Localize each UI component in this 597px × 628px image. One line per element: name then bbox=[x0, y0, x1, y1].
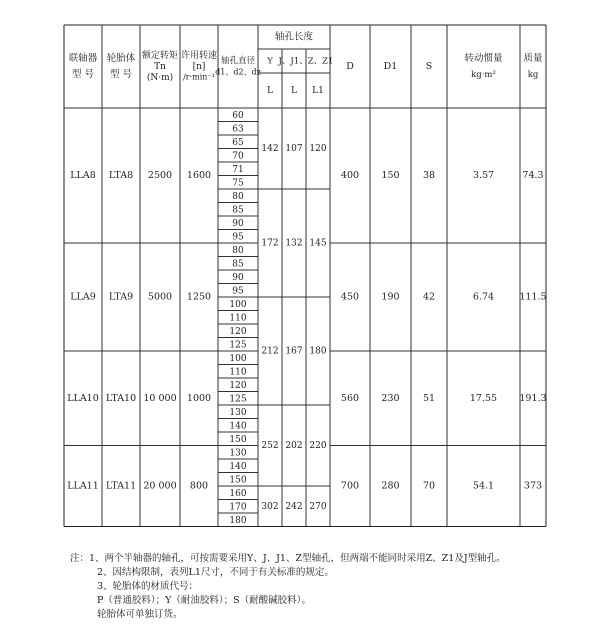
cell-diameter: 100 bbox=[229, 299, 247, 310]
cell-speed: 800 bbox=[189, 480, 209, 492]
cell-length-j: 202 bbox=[285, 441, 303, 451]
note-3: 3、轮胎体的材质代号： bbox=[97, 581, 199, 592]
cell-s: 38 bbox=[422, 170, 436, 181]
header-allowed-speed: [n] bbox=[192, 62, 206, 72]
cell-d: 450 bbox=[340, 291, 360, 303]
cell-diameter: 120 bbox=[229, 326, 247, 337]
cell-s: 51 bbox=[422, 392, 436, 404]
cell-length-j: 132 bbox=[285, 238, 303, 249]
header-mass: kg bbox=[527, 70, 539, 80]
cell-diameter: 125 bbox=[229, 340, 247, 351]
header-rated-torque: Tn bbox=[154, 62, 166, 72]
header-shaft-diameter: 轴孔直径 bbox=[220, 56, 256, 66]
cell-d1: 190 bbox=[381, 291, 400, 303]
header-d1: D1 bbox=[383, 61, 398, 72]
header-mass: 质量 bbox=[523, 53, 543, 64]
cell-diameter: 125 bbox=[229, 394, 247, 405]
cell-speed: 1600 bbox=[186, 170, 212, 181]
cell-diameter: 140 bbox=[229, 421, 247, 432]
cell-tire: LTA9 bbox=[108, 291, 134, 303]
cell-length-z: 220 bbox=[309, 441, 327, 451]
header-allowed-speed: /r·min⁻¹ bbox=[183, 72, 215, 82]
header-rated-torque: 额定转矩 bbox=[141, 51, 179, 61]
header-allowed-speed: 许用转速 bbox=[180, 51, 218, 61]
cell-length-z: 270 bbox=[309, 501, 327, 512]
cell-diameter: 170 bbox=[229, 502, 247, 513]
cell-diameter: 140 bbox=[229, 461, 247, 472]
cell-diameter: 110 bbox=[229, 313, 247, 324]
cell-diameter: 60 bbox=[232, 110, 244, 121]
cell-s: 42 bbox=[422, 291, 436, 303]
cell-torque: 10 000 bbox=[143, 392, 177, 404]
cell-d: 560 bbox=[340, 392, 360, 404]
cell-d: 700 bbox=[340, 480, 360, 492]
cell-diameter: 100 bbox=[229, 353, 247, 364]
header-bore-length: 轴孔长度 bbox=[274, 31, 314, 43]
cell-diameter: 160 bbox=[229, 488, 247, 499]
cell-inertia: 3.57 bbox=[472, 170, 495, 181]
cell-tire: LTA8 bbox=[108, 170, 134, 181]
cell-mass: 111.5 bbox=[519, 291, 547, 303]
cell-length-z: 180 bbox=[309, 346, 327, 357]
cell-length-y: 172 bbox=[261, 238, 279, 249]
cell-inertia: 54.1 bbox=[472, 480, 495, 492]
cell-diameter: 75 bbox=[232, 178, 244, 189]
cell-diameter: 85 bbox=[232, 259, 244, 270]
table-notes bbox=[70, 552, 590, 622]
cell-length-j: 242 bbox=[285, 501, 303, 512]
header-coupling-model: 型 号 bbox=[71, 69, 95, 80]
cell-length-y: 252 bbox=[261, 441, 279, 451]
header-tire-model: 型 号 bbox=[109, 69, 133, 80]
header-rated-torque: (N·m) bbox=[146, 73, 174, 83]
header-length-l: L bbox=[267, 86, 273, 96]
cell-diameter: 180 bbox=[229, 515, 247, 526]
cell-diameter: 90 bbox=[232, 272, 244, 283]
note-1: 注：1、两个半轴器的轴孔，可按需要采用Y、J、J1、Z型轴孔，但两端不能同时采用Z、Z1及J型轴孔。 bbox=[70, 553, 506, 564]
cell-length-y: 302 bbox=[261, 501, 279, 512]
cell-diameter: 130 bbox=[229, 407, 247, 418]
note-5: 轮胎体可单独订货。 bbox=[97, 609, 183, 620]
cell-diameter: 120 bbox=[229, 380, 247, 391]
header-length-l1: L1 bbox=[312, 86, 324, 96]
cell-diameter: 110 bbox=[229, 367, 247, 378]
cell-diameter: 150 bbox=[229, 475, 247, 486]
cell-speed: 1000 bbox=[186, 392, 212, 404]
cell-diameter: 90 bbox=[232, 218, 244, 229]
cell-length-j: 107 bbox=[285, 144, 303, 154]
cell-length-j: 167 bbox=[285, 346, 303, 357]
cell-diameter: 95 bbox=[232, 232, 244, 243]
cell-diameter: 85 bbox=[232, 205, 244, 216]
cell-length-z: 145 bbox=[309, 238, 327, 249]
cell-diameter: 150 bbox=[229, 434, 247, 445]
cell-diameter: 80 bbox=[232, 245, 244, 256]
cell-d: 400 bbox=[340, 170, 360, 181]
header-s: S bbox=[425, 61, 433, 72]
cell-torque: 2500 bbox=[147, 170, 173, 181]
header-d: D bbox=[346, 61, 354, 72]
cell-speed: 1250 bbox=[186, 291, 212, 303]
cell-coupling: LLA11 bbox=[67, 480, 99, 492]
cell-tire: LTA11 bbox=[105, 480, 137, 492]
cell-d1: 280 bbox=[381, 480, 400, 492]
cell-diameter: 63 bbox=[232, 124, 244, 135]
header-inertia: kg·m² bbox=[471, 70, 496, 80]
cell-coupling: LLA9 bbox=[70, 291, 96, 303]
cell-mass: 373 bbox=[523, 480, 543, 492]
cell-inertia: 17.55 bbox=[469, 392, 498, 404]
note-2: 2、因结构限制，表列L1尺寸，不同于有关标准的规定。 bbox=[97, 567, 334, 578]
cell-diameter: 65 bbox=[232, 137, 244, 148]
header-inertia: 转动惯量 bbox=[464, 53, 503, 64]
cell-torque: 20 000 bbox=[143, 480, 177, 492]
cell-mass: 74.3 bbox=[522, 170, 544, 181]
cell-diameter: 95 bbox=[232, 286, 244, 297]
header-shaft-diameter: d1、d2、dz bbox=[215, 67, 261, 77]
cell-coupling: LLA8 bbox=[70, 170, 96, 181]
cell-diameter: 70 bbox=[232, 151, 244, 162]
cell-diameter: 130 bbox=[229, 448, 247, 459]
cell-d1: 230 bbox=[381, 392, 400, 404]
cell-mass: 191.3 bbox=[519, 392, 547, 404]
header-coupling-model: 联轴器 bbox=[68, 53, 98, 64]
cell-length-y: 212 bbox=[261, 346, 279, 357]
cell-s: 70 bbox=[422, 480, 436, 492]
header-bore-type-j: J、J1、Z、Z1 bbox=[278, 56, 334, 67]
cell-diameter: 80 bbox=[232, 191, 244, 202]
cell-tire: LTA10 bbox=[105, 392, 137, 404]
cell-coupling: LLA10 bbox=[67, 392, 99, 404]
cell-length-y: 142 bbox=[261, 144, 279, 154]
cell-diameter: 71 bbox=[232, 164, 244, 175]
note-4: P（普通胶料）；Y（耐油胶料）；S（耐酸碱胶料）。 bbox=[97, 595, 311, 606]
header-tire-model: 轮胎体 bbox=[106, 53, 136, 64]
cell-length-z: 120 bbox=[309, 144, 327, 154]
header-bore-type-y: Y bbox=[267, 56, 273, 67]
header-length-l: L bbox=[291, 86, 297, 96]
cell-inertia: 6.74 bbox=[472, 291, 495, 303]
cell-torque: 5000 bbox=[147, 291, 173, 303]
cell-d1: 150 bbox=[381, 170, 400, 181]
